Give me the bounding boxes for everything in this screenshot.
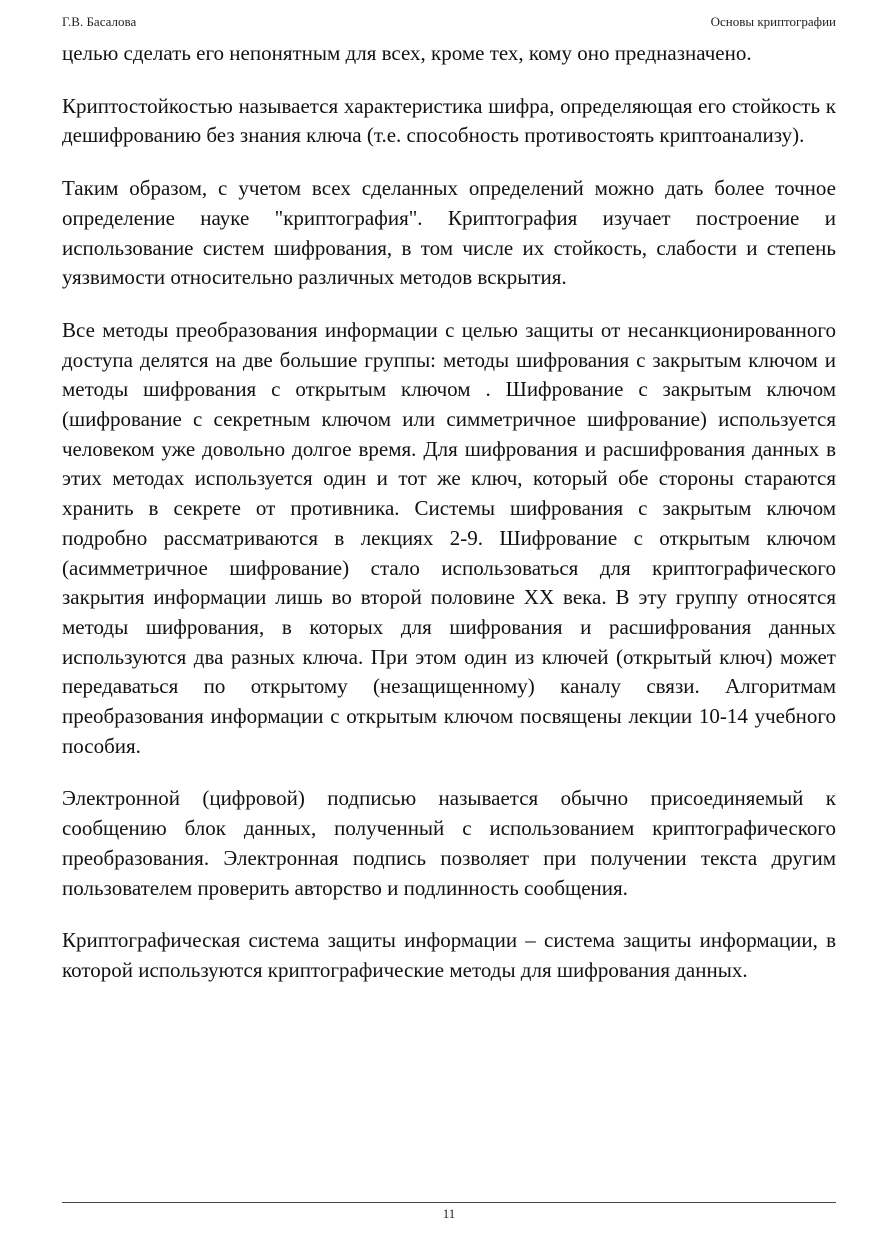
paragraph-cryptostrength: Криптостойкостью называется характеристика шифра, определяющая его стойкость к дешифрованию без знания ключа (т.е. способность противостоять криптоанализу). xyxy=(62,93,836,148)
page-header xyxy=(62,14,836,38)
paragraph-crypto-system: Криптографическая система защиты информации – система защиты информации, в которой используются криптографические методы для шифрования данных. xyxy=(62,928,836,982)
paragraph-cryptography-definition: Таким образом, с учетом всех сделанных определений можно дать более точное определение науке "криптография". Криптография изучает построение и использование систем шифрования, в том числе их стойкость, слабости и степень уязвимости относительно различных методов вскрытия. xyxy=(62,176,836,290)
header-title: Основы криптографии xyxy=(710,14,836,29)
page-number: 11 xyxy=(442,1206,456,1221)
paragraph-continuation: целью сделать его непонятным для всех, кроме тех, кому оно предназначено. xyxy=(62,41,752,65)
page-body xyxy=(62,39,836,986)
paragraph-encryption-methods: Все методы преобразования информации с целью защиты от несанкционированного доступа делятся на две большие группы: методы шифрования с закрытым ключом и методы шифрования с открытым ключом . Шифрование с закрытым ключом (шифрование с секретным ключом или симметричное шифрование) используется человеком уже довольно долгое время. Для шифрования и расшифрования данных в этих методах используется один и тот же ключ, который обе стороны стараются хранить в секрете от противника. Системы шифрования с закрытым ключом подробно рассматриваются в лекциях 2-9. Шифрование с открытым ключом (асимметричное шифрование) стало использоваться для криптографического закрытия информации лишь во второй половине XX века. В эту группу относятся методы шифрования, в которых для шифрования и расшифрования данных используются два разных ключа. При этом один из ключей (открытый ключ) может передаваться по открытому (незащищенному) каналу связи. Алгоритмам преобразования информации с открытым ключом посвящены лекции 10-14 учебного пособия. xyxy=(62,317,836,758)
paragraph-digital-signature: Электронной (цифровой) подписью называется обычно присоединяемый к сообщению блок данных, полученный с использованием криптографического преобразования. Электронная подпись позволяет при получении текста другим пользователем проверить авторство и подлинность сообщения. xyxy=(62,786,836,900)
header-author: Г.В. Басалова xyxy=(62,14,137,29)
footer-divider xyxy=(62,1202,836,1203)
